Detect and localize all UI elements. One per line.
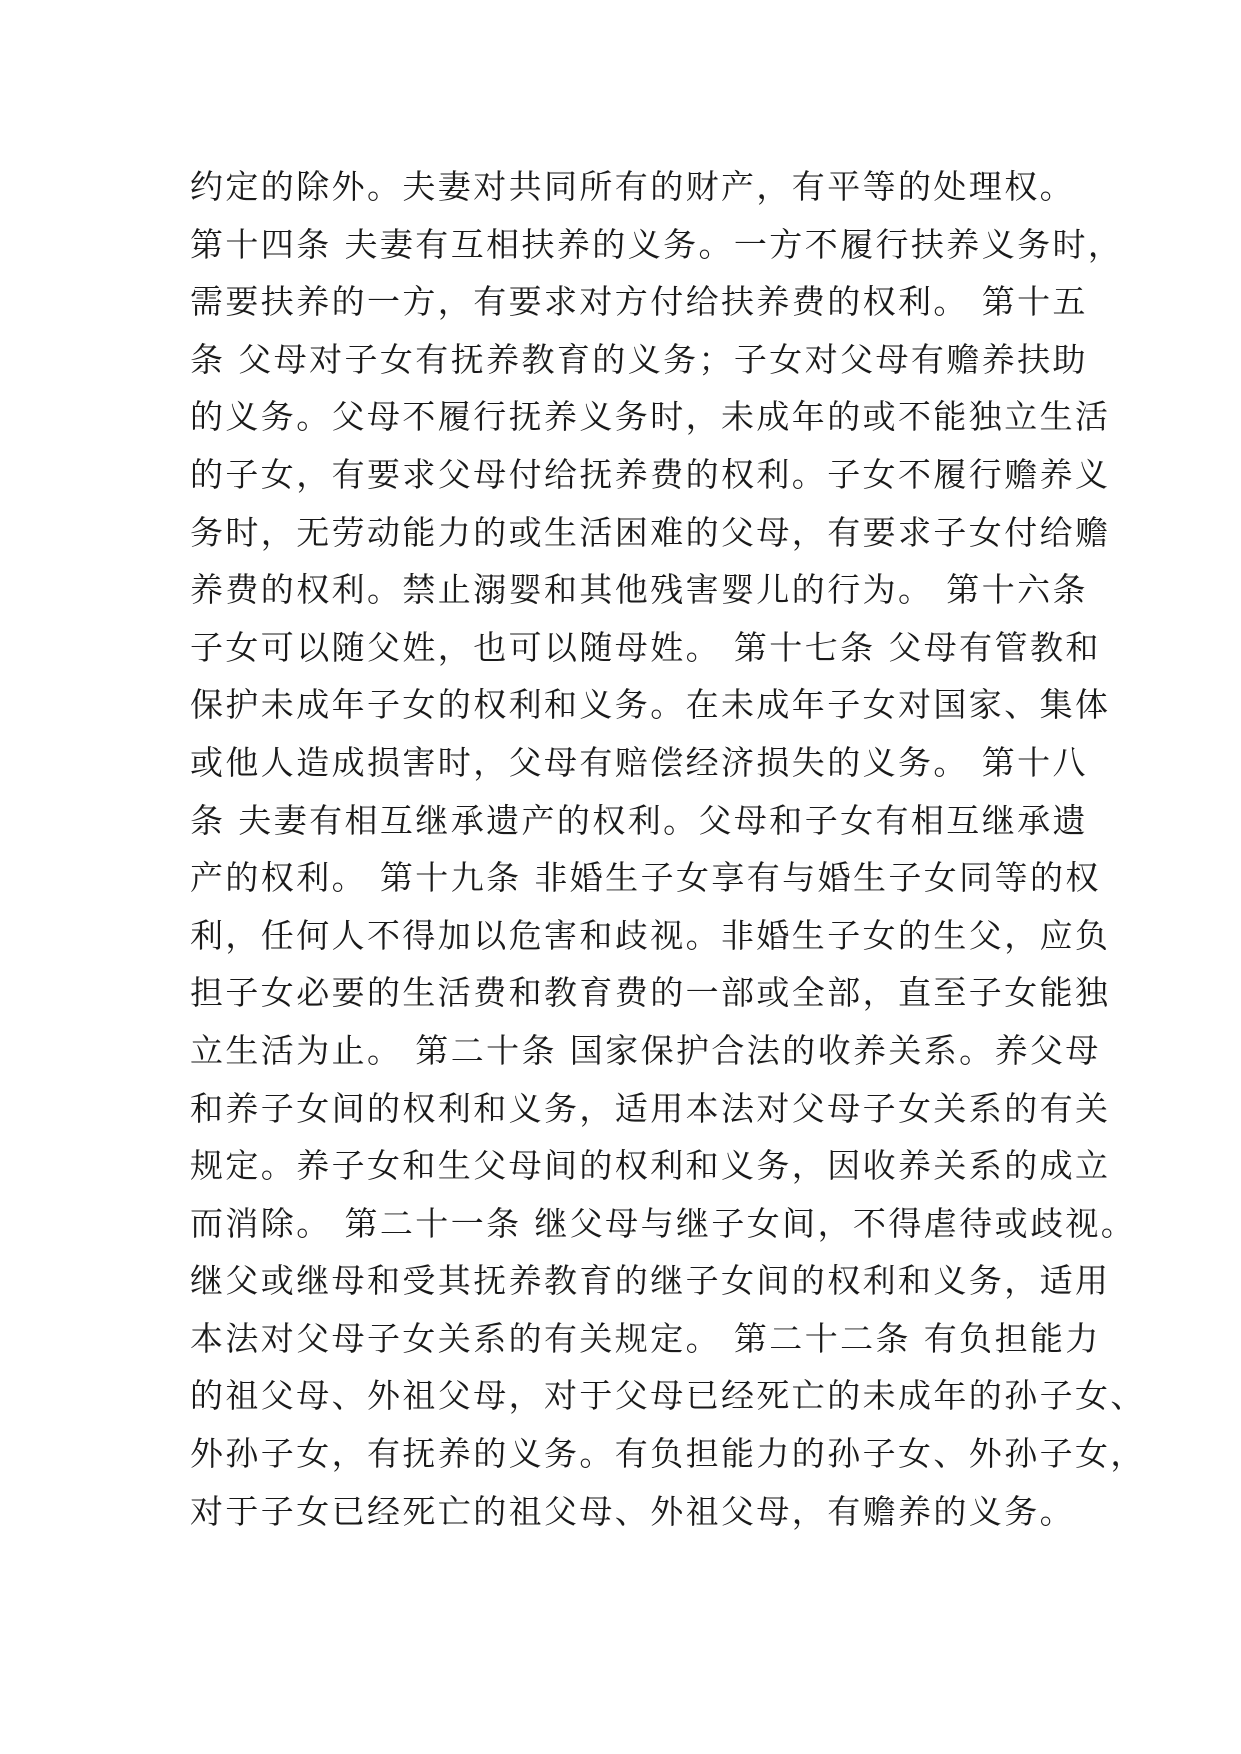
text-line: 第十四条 夫妻有互相扶养的义务。一方不履行扶养义务时， — [190, 224, 1124, 264]
text-line: 外孙子女，有抚养的义务。有负担能力的孙子女、外孙子女， — [190, 1434, 1146, 1474]
text-line: 的义务。父母不履行抚养义务时，未成年的或不能独立生活 — [190, 397, 1111, 437]
body-text — [190, 158, 1146, 1540]
text-line: 的祖父母、外祖父母，对于父母已经死亡的未成年的孙子女、 — [190, 1376, 1146, 1416]
text-line: 本法对父母子女关系的有关规定。 第二十二条 有负担能力 — [190, 1318, 1101, 1358]
text-line: 担子女必要的生活费和教育费的一部或全部，直至子女能独 — [190, 973, 1111, 1013]
text-line: 养费的权利。禁止溺婴和其他残害婴儿的行为。 第十六条 — [190, 570, 1088, 610]
text-line: 的子女，有要求父母付给抚养费的权利。子女不履行赡养义 — [190, 454, 1111, 494]
text-line: 条 父母对子女有抚养教育的义务；子女对父母有赡养扶助 — [190, 339, 1088, 379]
text-line: 子女可以随父姓，也可以随母姓。 第十七条 父母有管教和 — [190, 627, 1101, 667]
text-line: 利，任何人不得加以危害和歧视。非婚生子女的生父，应负 — [190, 915, 1111, 955]
text-line: 或他人造成损害时，父母有赔偿经济损失的义务。 第十八 — [190, 742, 1088, 782]
text-line: 和养子女间的权利和义务，适用本法对父母子女关系的有关 — [190, 1088, 1111, 1128]
text-line: 规定。养子女和生父母间的权利和义务，因收养关系的成立 — [190, 1146, 1111, 1186]
text-line: 对于子女已经死亡的祖父母、外祖父母，有赡养的义务。 — [190, 1491, 1075, 1531]
text-line: 条 夫妻有相互继承遗产的权利。父母和子女有相互继承遗 — [190, 800, 1088, 840]
text-line: 产的权利。 第十九条 非婚生子女享有与婚生子女同等的权 — [190, 858, 1101, 898]
text-line: 而消除。 第二十一条 继父母与继子女间，不得虐待或歧视。 — [190, 1203, 1137, 1243]
text-line: 约定的除外。夫妻对共同所有的财产，有平等的处理权。 — [190, 167, 1075, 206]
text-line: 保护未成年子女的权利和义务。在未成年子女对国家、集体 — [190, 685, 1111, 725]
text-line: 继父或继母和受其抚养教育的继子女间的权利和义务，适用 — [190, 1261, 1111, 1301]
text-line: 需要扶养的一方，有要求对方付给扶养费的权利。 第十五 — [190, 282, 1088, 322]
text-line: 立生活为止。 第二十条 国家保护合法的收养关系。养父母 — [190, 1030, 1101, 1070]
text-line: 务时，无劳动能力的或生活困难的父母，有要求子女付给赡 — [190, 512, 1111, 552]
